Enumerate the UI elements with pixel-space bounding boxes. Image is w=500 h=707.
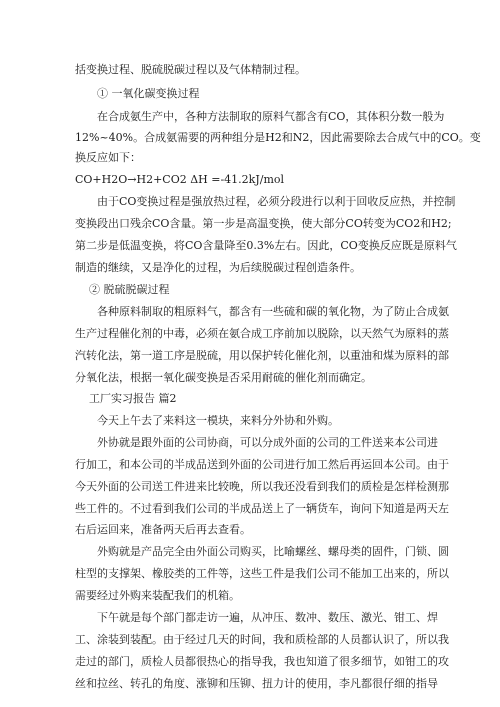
text-line: 些工件的。不过看到我们公司的半成品送上了一辆货车，询问下知道是两天左 xyxy=(75,502,449,515)
text-line: 右后运回来，准备两天后再去查看。 xyxy=(75,523,251,536)
report-heading: 工厂实习报告 篇2 xyxy=(89,392,177,405)
text-line: 下午就是每个部门都走访一遍，从冲压、数冲、数压、激光、钳工、焊 xyxy=(97,611,438,624)
text-line: 丝和拉丝、转孔的角度、涨铆和压铆、扭力计的使用，李凡都很仔细的指导 xyxy=(75,677,438,690)
text-line: 行加工，和本公司的半成品送到外面的公司进行加工然后再运回本公司。由于 xyxy=(75,458,449,471)
text-line: 制造的继续，又是净化的过程，为后续脱碳过程创造条件。 xyxy=(75,261,361,274)
equation-line: CO+H2O→H2+CO2 ΔH =-41.2kJ/mol xyxy=(75,173,285,186)
text-line: 工、涂装到装配。由于经过几天的时间，我和质检部的人员都认识了，所以我 xyxy=(75,633,449,646)
text-line: 外购就是产品完全由外面公司购买，比喻螺丝、螺母类的固件，门锁、圆 xyxy=(97,545,449,558)
text-line: 走过的部门，质检人员都很热心的指导我，我也知道了很多细节，如钳工的攻 xyxy=(75,655,449,668)
text-line: 各种原料制取的粗原料气，都含有一些硫和碳的氧化物，为了防止合成氨 xyxy=(97,305,449,318)
text-line: 外协就是跟外面的公司协商，可以分成外面的公司的工件送来本公司进 xyxy=(97,436,438,449)
text-line: 在合成氨生产中，各种方法制取的原料气都含有CO，其体积分数一般为 xyxy=(97,110,445,123)
text-line: 第二步是低温变换，将CO含量降至0.3%左右。因此，CO变换反应既是原料气 xyxy=(75,239,457,252)
text-line: 汽转化法，第一道工序是脱硫，用以保护转化催化剂，以重油和煤为原料的部 xyxy=(75,349,449,362)
section-heading: ① 一氧化碳变换过程 xyxy=(97,87,200,100)
section-heading: ② 脱硫脱碳过程 xyxy=(89,283,170,296)
text-line: 生产过程催化剂的中毒，必须在氨合成工序前加以脱除，以天然气为原料的蒸 xyxy=(75,327,449,340)
text-line: 分氧化法，根据一氧化碳变换是否采用耐硫的催化剂而确定。 xyxy=(75,371,372,384)
text-line: 柱型的支撑架、橡胶类的工件等，这些工件是我们公司不能加工出来的，所以 xyxy=(75,567,449,580)
text-line: 12%~40%。合成氨需要的两种组分是H2和N2，因此需要除去合成气中的CO。变 xyxy=(75,131,481,144)
text-line: 换反应如下： xyxy=(75,151,141,164)
text-line: 需要经过外购来装配我们的机箱。 xyxy=(75,589,240,602)
text-line: 今天外面的公司送工件进来比较晚，所以我还没看到我们的质检是怎样检测那 xyxy=(75,480,449,493)
text-line: 今天上午去了来料这一模块，来料分外协和外购。 xyxy=(97,414,339,427)
text-line: 括变换过程、脱硫脱碳过程以及气体精制过程。 xyxy=(75,63,306,76)
text-line: 由于CO变换过程是强放热过程，必须分段进行以利于回收反应热，并控制 xyxy=(97,195,456,208)
text-line: 变换段出口残余CO含量。第一步是高温变换，使大部分CO转变为CO2和H2; xyxy=(75,217,452,230)
